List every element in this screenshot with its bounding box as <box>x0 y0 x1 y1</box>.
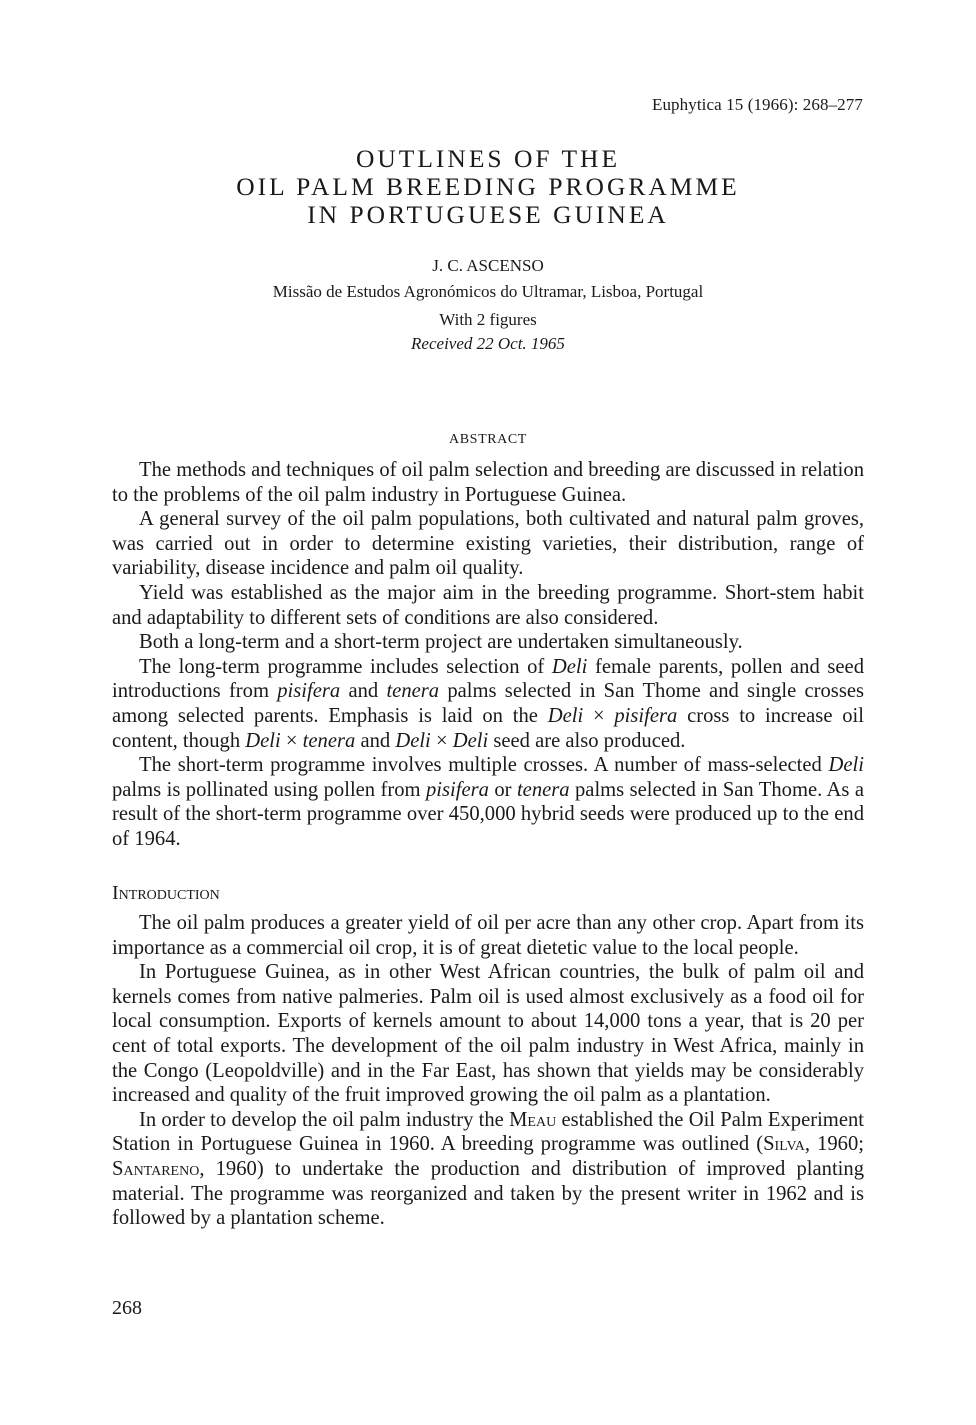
journal-reference: Euphytica 15 (1966): 268–277 <box>651 95 863 114</box>
abstract-paragraph: The short-term programme involves multiple crosses. A number of mass-selected Deli palms is pollinated using pollen from pisifera or tenera palms selected in San Thome. As a result of the short-term programme over 450,000 hybrid seeds were produced up to the end of 1964. <box>112 754 864 850</box>
title-line: IN PORTUGUESE GUINEA <box>307 200 669 229</box>
introduction-paragraph: In order to develop the oil palm industry the Meau established the Oil Palm Experiment Station in Portuguese Guinea in 1960. A breeding programme was outlined (Silva, 1960; Santareno, 1960) to undertake the production and distribution of improved planting material. The programme was reorganized and taken by the present writer in 1962 and is followed by a plantation scheme. <box>112 1108 864 1230</box>
author-affiliation: Missão de Estudos Agronómicos do Ultramar, Lisboa, Portugal <box>272 282 704 301</box>
introduction-body <box>112 911 864 1231</box>
figures-note: With 2 figures <box>439 310 537 329</box>
abstract-paragraph: Yield was established as the major aim in the breeding programme. Short-stem habit and adaptability to different sets of conditions are also considered. <box>112 581 864 629</box>
author-name: J. C. ASCENSO <box>432 256 544 275</box>
abstract-paragraph: Both a long-term and a short-term project are undertaken simultaneously. <box>139 631 743 654</box>
introduction-paragraph: The oil palm produces a greater yield of oil per acre than any other crop. Apart from its importance as a commercial oil crop, it is of great dietetic value to the local people. <box>112 912 864 959</box>
title-line: OIL PALM BREEDING PROGRAMME <box>236 172 740 201</box>
received-date: Received 22 Oct. 1965 <box>411 334 565 353</box>
abstract-paragraph: A general survey of the oil palm populations, both cultivated and natural palm groves, was carried out in order to determine existing varieties, their distribution, range of variability, disease incidence and palm oil quality. <box>112 508 864 580</box>
title-line: OUTLINES OF THE <box>355 144 621 173</box>
section-heading-introduction: Introduction <box>112 882 220 904</box>
introduction-paragraph: In Portuguese Guinea, as in other West African countries, the bulk of palm oil and kernels comes from native palmeries. Palm oil is used almost exclusively as a food oil for local consumption. Exports of kernels amount to about 14,000 tons a year, that is 20 per cent of total exports. The development of the oil palm industry in West Africa, mainly in the Congo (Leopoldville) and in the Far East, has shown that yields may be considerably increased and quality of the fruit improved growing the oil palm as a plantation. <box>112 961 864 1107</box>
abstract-body <box>112 458 864 852</box>
abstract-paragraph: The methods and techniques of oil palm selection and breeding are discussed in relation to the problems of the oil palm industry in Portuguese Guinea. <box>112 459 864 506</box>
abstract-paragraph: The long-term programme includes selection of Deli female parents, pollen and seed introductions from pisifera and tenera palms selected in San Thome and single crosses among selected parents. Emphasis is laid on the Deli × pisifera cross to increase oil content, though Deli × tenera and Deli × Deli seed are also produced. <box>112 655 864 752</box>
page-number: 268 <box>112 1297 142 1319</box>
abstract-heading: ABSTRACT <box>449 432 527 447</box>
article-title <box>0 145 976 229</box>
